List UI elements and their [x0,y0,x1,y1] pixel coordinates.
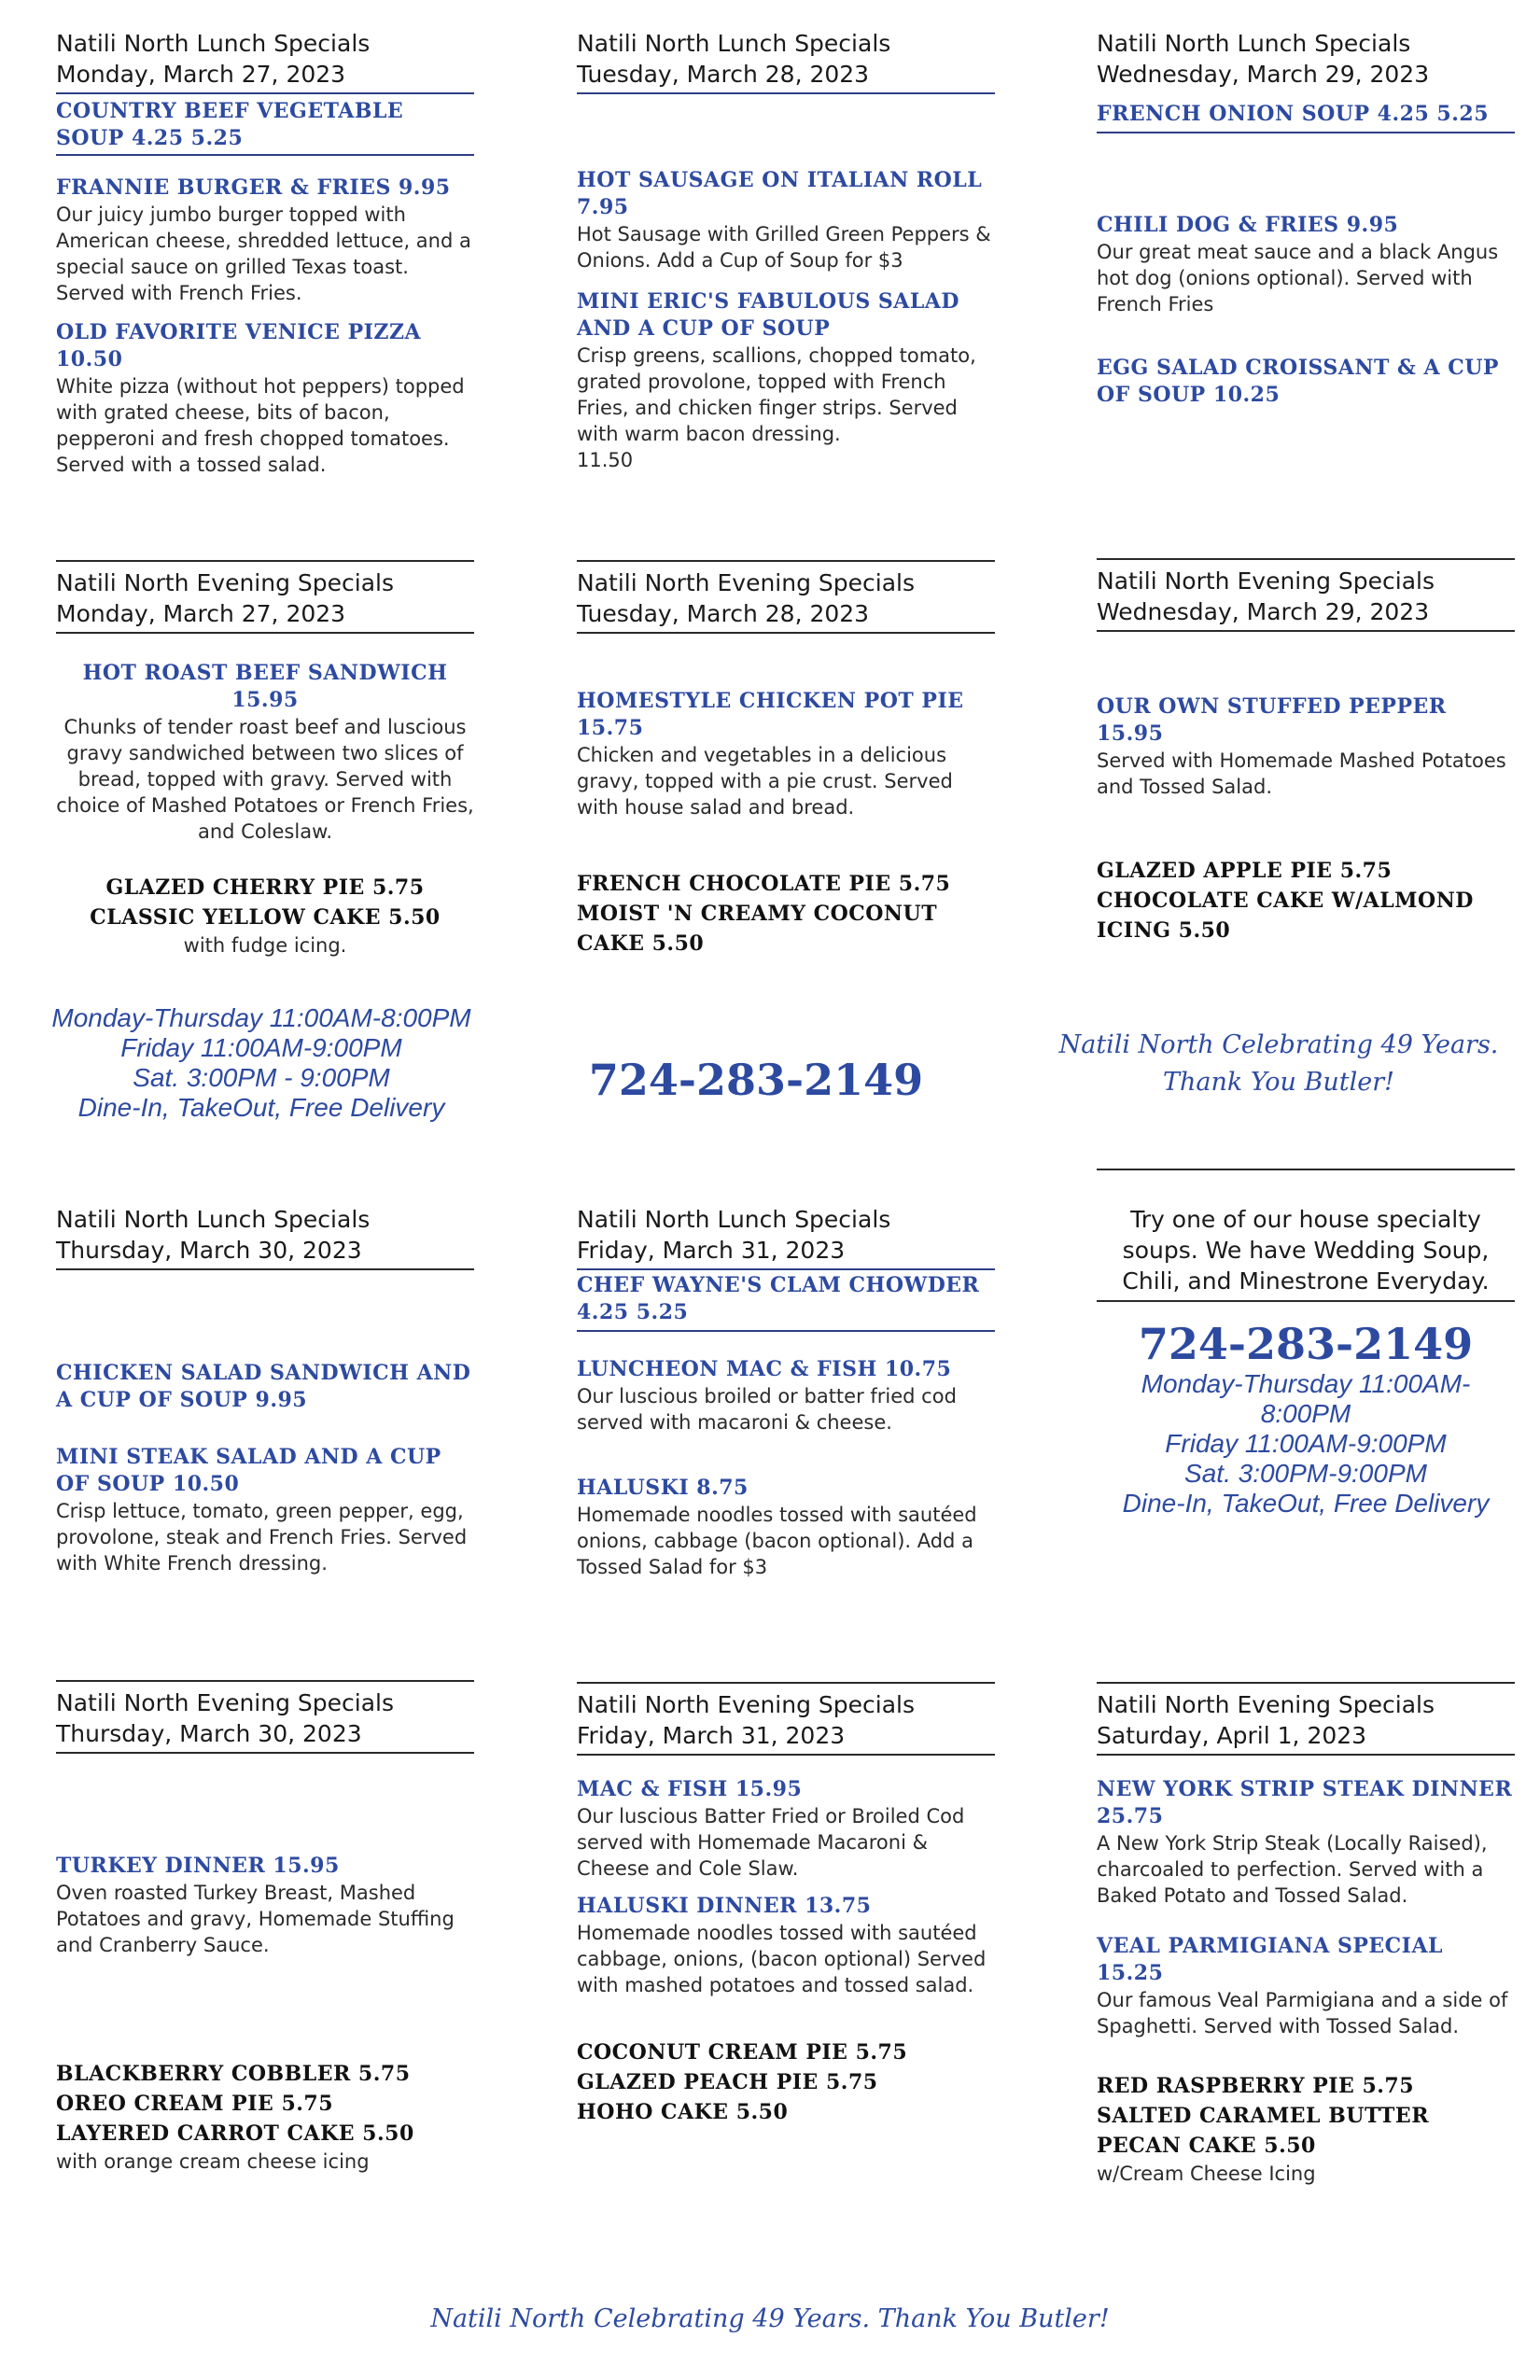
dessert-item: MOIST 'N CREAMY COCONUT CAKE 5.50 [577,902,938,956]
lunch-friday [577,1204,995,1580]
section-date: Thursday, March 30, 2023 [56,1720,362,1747]
menu-item-desc: Our great meat sauce and a black Angus hot dog (onions optional). Served with French Fries [1097,241,1499,315]
section-title: Natili North Lunch Specials [56,1206,371,1233]
hours-line: Friday 11:00AM-9:00PM [120,1033,402,1062]
slogan-line: Natili North Celebrating 49 Years. [1058,1030,1499,1059]
menu-item-price: 15.95 [231,688,299,712]
menu-item-name: HOMESTYLE CHICKEN POT PIE 15.75 [577,689,964,740]
section-header [56,1680,474,1754]
menu-item-name: VEAL PARMIGIANA SPECIAL 15.25 [1097,1934,1443,1985]
dessert-item: FRENCH CHOCOLATE PIE 5.75 [577,872,951,896]
section-date: Monday, March 27, 2023 [56,600,346,627]
dessert-item: COCONUT CREAM PIE 5.75 [577,2040,908,2065]
section-title: Natili North Evening Specials [56,1689,394,1716]
dessert-item: LAYERED CARROT CAKE 5.50 [56,2121,414,2146]
celebration-slogan [1045,1027,1512,1101]
section-date: Tuesday, March 28, 2023 [577,61,870,88]
section-header [1097,558,1515,632]
section-header [577,1204,995,1270]
soup-of-day: FRENCH ONION SOUP 4.25 5.25 [1097,90,1515,133]
phone-number[interactable]: 724-283-2149 [588,1055,924,1105]
section-header [56,28,474,94]
divider [1097,1169,1515,1170]
section-header [56,1204,474,1270]
menu-item-desc: Chunks of tender roast beef and luscious gravy sandwiched between two slices of bread, topped with gravy. Served with choice of Mashed Potatoes or French Fries, and Coleslaw. [56,716,474,843]
menu-item-desc: Oven roasted Turkey Breast, Mashed Potatoes and gravy, Homemade Stuffing and Cranberry Sauce. [56,1882,455,1956]
section-header [577,1682,995,1756]
dessert-item: CHOCOLATE CAKE W/ALMOND ICING 5.50 [1097,889,1474,943]
dessert-item: HOHO CAKE 5.50 [577,2100,789,2124]
menu-item-desc: White pizza (without hot peppers) topped with grated cheese, bits of bacon, pepperoni and fresh chopped tomatoes. Served with a tossed salad. [56,375,465,476]
menu-item-desc: Our famous Veal Parmigiana and a side of Spaghetti. Served with Tossed Salad. [1097,1989,1508,2037]
dessert-item: GLAZED APPLE PIE 5.75 [1097,859,1393,883]
evening-tuesday [577,560,995,959]
hours-line: Friday 11:00AM-9:00PM [1165,1429,1447,1458]
soup-note: Try one of our house specialty soups. We have Wedding Soup, Chili, and Minestrone Everyday. [1097,1204,1515,1302]
section-title: Natili North Lunch Specials [56,30,371,57]
menu-item-desc: Crisp greens, scallions, chopped tomato, grated provolone, topped with French Fries, and chicken finger strips. Served with warm bacon dressing. [577,344,976,445]
hours-line: Dine-In, TakeOut, Free Delivery [1122,1489,1490,1518]
section-date: Monday, March 27, 2023 [56,61,346,88]
soup-of-day: CHEF WAYNE'S CLAM CHOWDER 4.25 5.25 [577,1270,995,1332]
menu-item-desc: Chicken and vegetables in a delicious gravy, topped with a pie crust. Served with house salad and bread. [577,744,953,819]
slogan-line: Thank You Butler! [1163,1068,1394,1097]
evening-wednesday [1097,558,1515,945]
menu-item-name: CHICKEN SALAD SANDWICH AND A CUP OF SOUP 9.95 [56,1361,471,1412]
evening-thursday [56,1680,474,2175]
dessert-item: OREO CREAM PIE 5.75 [56,2092,334,2116]
menu-item-desc: Our luscious Batter Fried or Broiled Cod served with Homemade Macaroni & Cheese and Cole Slaw. [577,1805,965,1880]
lunch-thursday [56,1204,474,1576]
dessert-item: CLASSIC YELLOW CAKE 5.50 [90,905,441,930]
menu-item-name: HOT ROAST BEEF SANDWICH [82,661,448,685]
section-header [56,560,474,634]
section-title: Natili North Lunch Specials [577,30,891,57]
menu-item-desc: Homemade noodles tossed with sautéed onions, cabbage (bacon optional). Add a Tossed Salad for $3 [577,1504,977,1578]
menu-item-desc: Homemade noodles tossed with sautéed cabbage, onions, (bacon optional) Served with mashed potatoes and tossed salad. [577,1922,987,1996]
dessert-item: BLACKBERRY COBBLER 5.75 [56,2062,411,2086]
hours-line: Monday-Thursday 11:00AM-8:00PM [1141,1369,1471,1428]
phone-number[interactable]: 724-283-2149 [1138,1319,1474,1369]
lunch-wednesday [1097,28,1515,409]
hours-line: Sat. 3:00PM - 9:00PM [133,1063,390,1092]
hours-line: Dine-In, TakeOut, Free Delivery [77,1093,445,1122]
menu-item-price: 11.50 [577,449,634,471]
menu-item-desc: A New York Strip Steak (Locally Raised), charcoaled to perfection. Served with a Baked Potato and Tossed Salad. [1097,1832,1488,1907]
lunch-tuesday [577,28,995,473]
section-title: Natili North Evening Specials [577,1691,915,1718]
menu-item-name: HALUSKI 8.75 [577,1476,749,1500]
menu-item-name: HALUSKI DINNER 13.75 [577,1894,872,1918]
dessert-note: w/Cream Cheese Icing [1097,2163,1316,2185]
menu-item-name: LUNCHEON MAC & FISH 10.75 [577,1357,952,1381]
section-date: Wednesday, March 29, 2023 [1097,598,1430,625]
dessert-note: with orange cream cheese icing [56,2150,370,2173]
section-title: Natili North Lunch Specials [577,1206,891,1233]
section-date: Saturday, April 1, 2023 [1097,1722,1367,1749]
evening-monday [56,560,474,959]
menu-item-name: HOT SAUSAGE ON ITALIAN ROLL 7.95 [577,168,983,219]
dessert-item: GLAZED PEACH PIE 5.75 [577,2070,878,2094]
menu-item-name: MINI ERIC'S FABULOUS SALAD AND A CUP OF SOUP [577,289,959,341]
evening-saturday [1097,1682,1515,2187]
lunch-monday [56,28,474,478]
dessert-item: GLAZED CHERRY PIE 5.75 [105,875,425,900]
menu-item-name: MINI STEAK SALAD AND A CUP OF SOUP 10.50 [56,1445,441,1496]
section-header [577,560,995,634]
footer-slogan: Natili North Celebrating 49 Years. Thank You Butler! [430,2304,1110,2333]
menu-item-name: TURKEY DINNER 15.95 [56,1854,340,1878]
section-title: Natili North Evening Specials [1097,567,1435,595]
menu-item-desc: Served with Homemade Mashed Potatoes and Tossed Salad. [1097,749,1506,798]
menu-item-desc: Our juicy jumbo burger topped with American cheese, shredded lettuce, and a special sauce on grilled Texas toast. Served with French Fries. [56,203,471,304]
section-title: Natili North Lunch Specials [1097,30,1411,57]
menu-item-name: MAC & FISH 15.95 [577,1777,803,1801]
section-date: Friday, March 31, 2023 [577,1722,846,1749]
hours-line: Sat. 3:00PM-9:00PM [1184,1459,1427,1488]
menu-item-desc: Crisp lettuce, tomato, green pepper, egg, provolone, steak and French Fries. Served with White French dressing. [56,1500,468,1575]
menu-item-name: EGG SALAD CROISSANT & A CUP OF SOUP 10.25 [1097,356,1499,407]
menu-item-name: OUR OWN STUFFED PEPPER 15.95 [1097,694,1447,746]
section-title: Natili North Evening Specials [577,569,915,596]
soup-of-day: COUNTRY BEEF VEGETABLE SOUP 4.25 5.25 [56,94,474,156]
business-hours [28,1003,495,1123]
menu-item-name: FRANNIE BURGER & FRIES 9.95 [56,175,451,200]
section-date: Wednesday, March 29, 2023 [1097,61,1430,88]
dessert-note: with fudge icing. [183,934,347,957]
menu-item-desc: Our luscious broiled or batter fried cod served with macaroni & cheese. [577,1385,957,1434]
section-header [577,28,995,94]
section-header [1097,1682,1515,1756]
menu-item-name: OLD FAVORITE VENICE PIZZA 10.50 [56,320,422,371]
menu-item-name: NEW YORK STRIP STEAK DINNER 25.75 [1097,1777,1513,1828]
dessert-item: SALTED CARAMEL BUTTER PECAN CAKE 5.50 [1097,2104,1429,2158]
info-box [1097,1204,1515,1519]
dessert-item: RED RASPBERRY PIE 5.75 [1097,2074,1415,2098]
section-title: Natili North Evening Specials [1097,1691,1435,1718]
section-date: Tuesday, March 28, 2023 [577,600,870,627]
section-title: Natili North Evening Specials [56,569,394,596]
section-date: Thursday, March 30, 2023 [56,1237,362,1264]
section-date: Friday, March 31, 2023 [577,1237,846,1264]
evening-friday [577,1682,995,2127]
hours-line: Monday-Thursday 11:00AM-8:00PM [51,1003,471,1032]
menu-item-name: CHILI DOG & FRIES 9.95 [1097,213,1399,237]
menu-item-desc: Hot Sausage with Grilled Green Peppers & Onions. Add a Cup of Soup for $3 [577,223,991,272]
